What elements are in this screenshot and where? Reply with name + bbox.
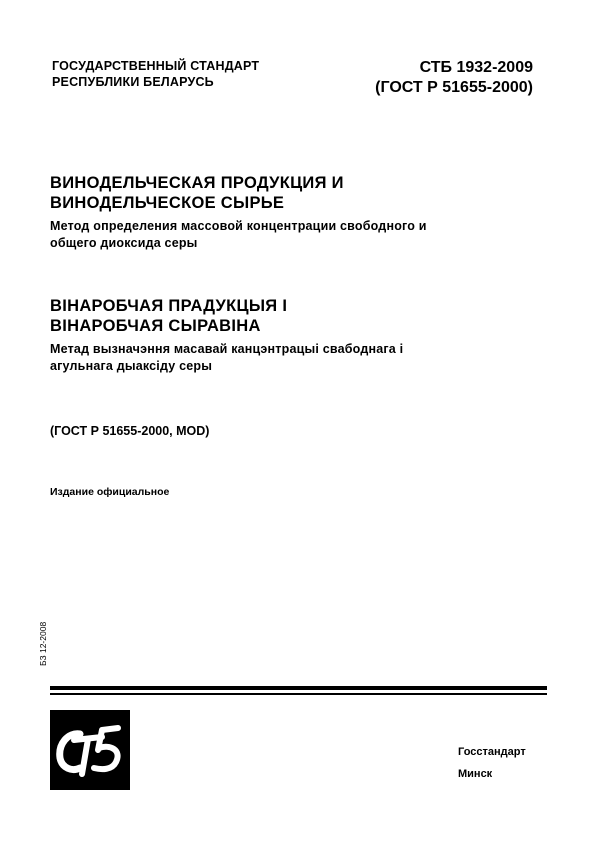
publisher-city: Минск — [458, 768, 493, 780]
side-code: БЗ 12-2008 — [38, 621, 48, 666]
title-by-line-1: ВІНАРОБЧАЯ ПРАДУКЦЫЯ І — [50, 297, 288, 315]
subtitle-by-line-2: агульнага дыаксіду серы — [50, 359, 213, 373]
header-left-line-1: ГОСУДАРСТВЕННЫЙ СТАНДАРТ — [52, 59, 260, 73]
edition-label: Издание официальное — [50, 486, 170, 498]
header-left — [52, 58, 259, 90]
stb-logo-icon — [50, 710, 130, 790]
divider-thin — [50, 693, 547, 695]
header-left-line-2: РЕСПУБЛИКИ БЕЛАРУСЬ — [52, 75, 214, 89]
subtitle-ru — [50, 218, 427, 252]
title-by-line-2: ВІНАРОБЧАЯ СЫРАВІНА — [50, 317, 261, 335]
subtitle-by-line-1: Метад вызначэння масавай канцэнтрацыі свабоднага і — [50, 342, 404, 356]
divider-thick — [50, 686, 547, 690]
standard-number: СТБ 1932-2009 — [419, 59, 533, 76]
subtitle-by — [50, 341, 403, 375]
standard-designation — [375, 58, 533, 98]
standard-equivalent: (ГОСТ Р 51655-2000) — [375, 79, 533, 96]
title-ru-line-1: ВИНОДЕЛЬЧЕСКАЯ ПРОДУКЦИЯ И — [50, 174, 344, 192]
subtitle-ru-line-1: Метод определения массовой концентрации свободного и — [50, 219, 427, 233]
publisher-org: Госстандарт — [458, 746, 526, 758]
title-ru-line-2: ВИНОДЕЛЬЧЕСКОЕ СЫРЬЕ — [50, 194, 285, 212]
gost-reference: (ГОСТ Р 51655-2000, MOD) — [50, 424, 210, 438]
subtitle-ru-line-2: общего диоксида серы — [50, 236, 198, 250]
title-by — [50, 296, 287, 336]
title-ru — [50, 173, 344, 213]
